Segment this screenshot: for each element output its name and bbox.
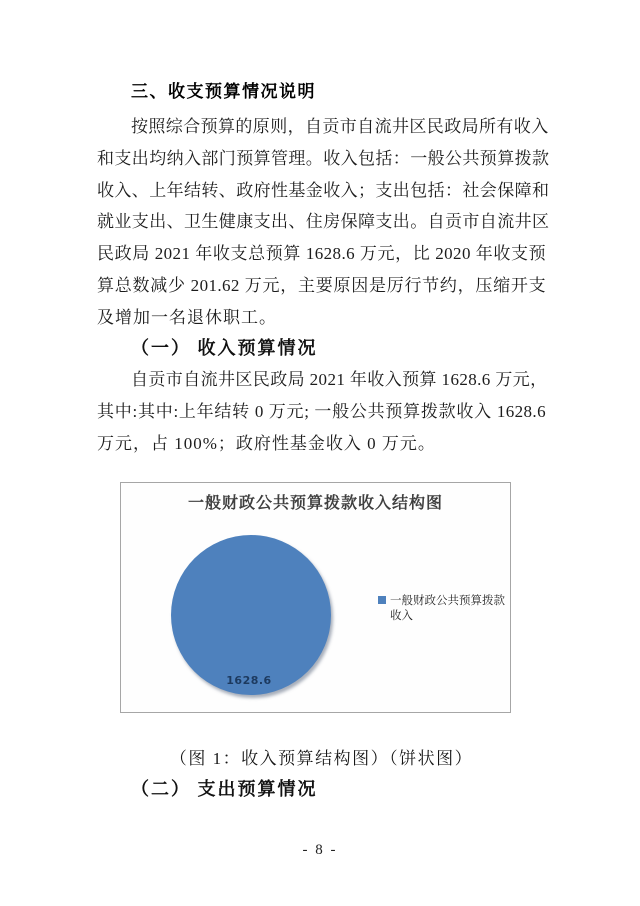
section-heading: 三、收支预算情况说明 <box>131 82 316 101</box>
page-number: - 8 - <box>302 842 338 858</box>
legend-swatch <box>378 596 386 604</box>
paragraph-line: 收入、上年结转、政府性基金收入；支出包括：社会保障和 <box>97 180 550 200</box>
paragraph-income <box>97 364 546 459</box>
paragraph-line: 其中:其中:上年结转 0 万元; 一般公共预算拨款收入 1628.6 <box>97 401 546 421</box>
paragraph-line: 就业支出、卫生健康支出、住房保障支出。自贡市自流井区 <box>97 212 550 232</box>
pie-slice-general-budget-income <box>171 535 331 695</box>
figure-caption: （图 1：收入预算结构图）（饼状图） <box>169 749 474 768</box>
pie-data-label: 1628.6 <box>226 674 272 687</box>
subsection-heading-expense: （二） 支出预算情况 <box>131 779 318 799</box>
income-structure-pie-chart <box>120 482 511 713</box>
paragraph-line: 按照综合预算的原则，自贡市自流井区民政局所有收入 <box>131 117 549 136</box>
chart-title: 一般财政公共预算拨款收入结构图 <box>187 493 443 512</box>
paragraph-line: 和支出均纳入部门预算管理。收入包括：一般公共预算拨款 <box>97 148 550 168</box>
chart-legend <box>378 593 506 623</box>
subsection-heading-income: （一） 收入预算情况 <box>131 338 318 358</box>
paragraph-overview <box>97 111 550 334</box>
paragraph-line: 算总数减少 201.62 万元，主要原因是厉行节约，压缩开支 <box>97 275 546 295</box>
legend-label: 一般财政公共预算拨款收入 <box>390 593 505 622</box>
paragraph-line: 民政局 2021 年收支总预算 1628.6 万元，比 2020 年收支预 <box>97 244 546 264</box>
paragraph-line: 万元，占 100%；政府性基金收入 0 万元。 <box>97 433 436 453</box>
paragraph-line: 自贡市自流井区民政局 2021 年收入预算 1628.6 万元， <box>131 370 548 389</box>
paragraph-line: 及增加一名退休职工。 <box>97 307 277 327</box>
